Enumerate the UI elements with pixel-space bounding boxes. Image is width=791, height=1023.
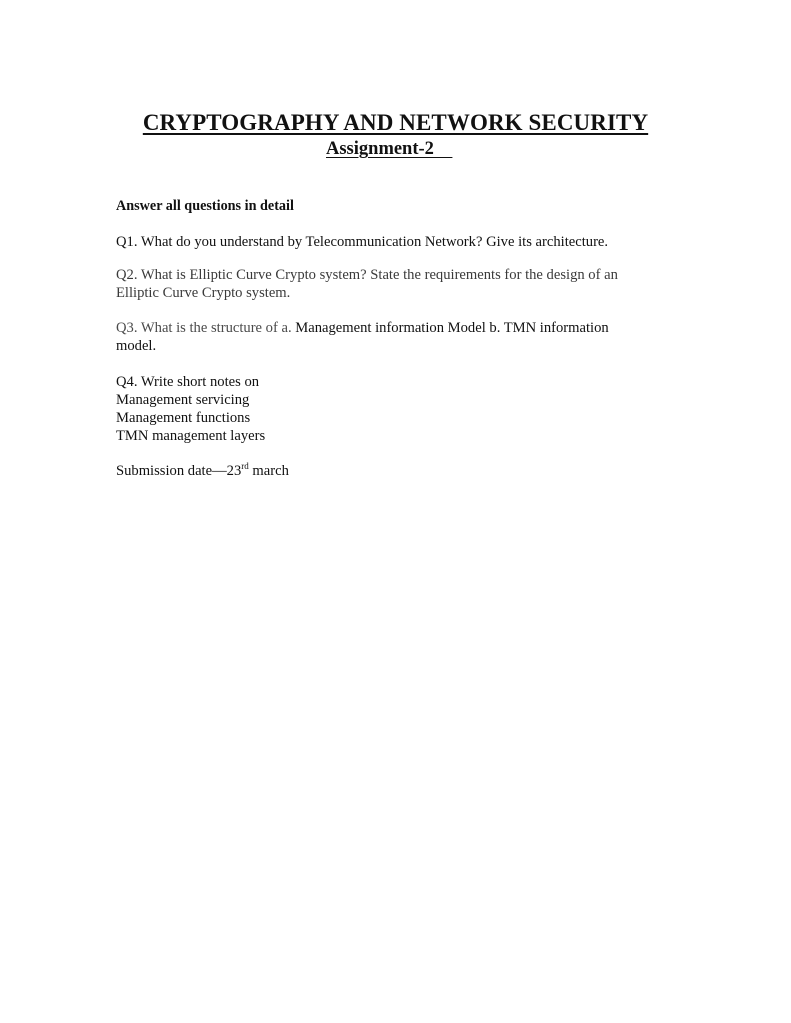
question-4-item: Management servicing [116, 392, 250, 408]
question-2 [116, 266, 676, 302]
question-4-item: TMN management layers [116, 428, 266, 444]
instruction-text: Answer all questions in detail [116, 198, 294, 214]
question-2-line-1: Q2. What is Elliptic Curve Crypto system? State the requirements for the design of an [116, 267, 618, 283]
question-3 [116, 319, 676, 355]
submission-label: Submission date—23 [116, 463, 242, 479]
submission-month: march [248, 463, 289, 479]
question-4-item: Management functions [116, 410, 251, 426]
document-title: CRYPTOGRAPHY AND NETWORK SECURITY [142, 110, 649, 135]
question-4-heading: Q4. Write short notes on [116, 374, 260, 390]
assignment-subtitle: Assignment-2 [326, 139, 453, 159]
question-1-text: Q1. What do you understand by Telecommunication Network? Give its architecture. [116, 234, 609, 250]
submission-date-superscript: rd [241, 461, 249, 472]
question-3-line-2: model. [116, 338, 157, 354]
submission-date [116, 462, 676, 480]
question-3-prefix: Q3. What is the structure of a. [116, 320, 296, 336]
question-1 [116, 233, 676, 251]
question-3-line-1 [116, 319, 676, 337]
question-4 [116, 373, 676, 445]
question-3-rest: Management information Model b. TMN information [295, 320, 609, 336]
question-2-line-2: Elliptic Curve Crypto system. [116, 285, 291, 301]
